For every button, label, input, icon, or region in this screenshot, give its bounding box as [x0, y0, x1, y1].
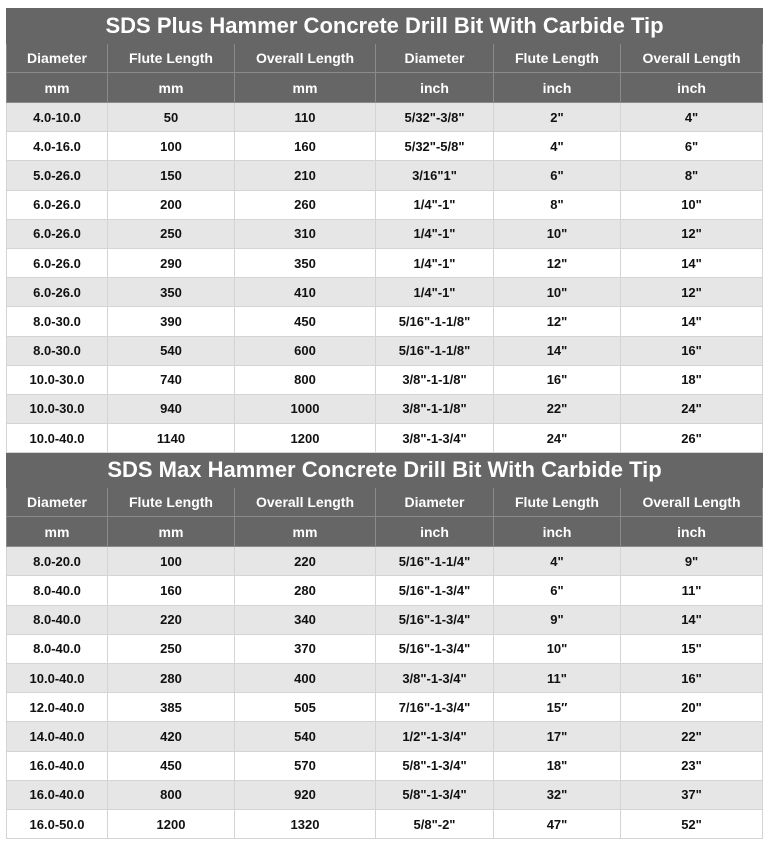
table-cell: 11" — [621, 576, 763, 605]
table-cell: 3/8"-1-1/8" — [376, 365, 494, 394]
table-cell: 8.0-30.0 — [7, 307, 108, 336]
table-cell: 9" — [621, 547, 763, 576]
table-cell: 600 — [235, 336, 376, 365]
table-cell: 10" — [494, 278, 621, 307]
table-cell: 10" — [494, 219, 621, 248]
table-row — [7, 664, 763, 693]
sds-max-section — [7, 453, 763, 547]
table-cell: 110 — [235, 103, 376, 132]
table-cell: 800 — [108, 780, 235, 809]
table-cell: 16.0-40.0 — [7, 780, 108, 809]
table-cell: 14" — [621, 605, 763, 634]
table-cell: 280 — [235, 576, 376, 605]
table-cell: 18" — [494, 751, 621, 780]
table-cell: 4" — [621, 103, 763, 132]
table-row — [7, 809, 763, 838]
column-header: Diameter — [7, 44, 108, 73]
table-cell: 22" — [494, 394, 621, 423]
table-cell: 210 — [235, 161, 376, 190]
table-cell: 8.0-40.0 — [7, 605, 108, 634]
table-cell: 505 — [235, 693, 376, 722]
sds-max-title: SDS Max Hammer Concrete Drill Bit With Carbide Tip — [7, 453, 763, 488]
table-cell: 160 — [235, 132, 376, 161]
table-cell: 14" — [621, 248, 763, 277]
table-row — [7, 605, 763, 634]
table-cell: 250 — [108, 219, 235, 248]
table-cell: 5/8"-2" — [376, 809, 494, 838]
table-cell: 52" — [621, 809, 763, 838]
table-row — [7, 336, 763, 365]
table-cell: 23" — [621, 751, 763, 780]
table-row — [7, 219, 763, 248]
table-cell: 2" — [494, 103, 621, 132]
table-cell: 47" — [494, 809, 621, 838]
column-header: Flute Length — [108, 488, 235, 517]
table-cell: 280 — [108, 664, 235, 693]
unit-header: mm — [235, 517, 376, 547]
table-row — [7, 751, 763, 780]
table-row — [7, 248, 763, 277]
table-cell: 400 — [235, 664, 376, 693]
unit-header: inch — [376, 73, 494, 103]
column-header: Flute Length — [108, 44, 235, 73]
table-row — [7, 161, 763, 190]
table-cell: 8" — [494, 190, 621, 219]
table-cell: 37" — [621, 780, 763, 809]
table-cell: 740 — [108, 365, 235, 394]
table-cell: 1/4"-1" — [376, 278, 494, 307]
table-cell: 6.0-26.0 — [7, 190, 108, 219]
table-cell: 15" — [621, 634, 763, 663]
table-cell: 6.0-26.0 — [7, 219, 108, 248]
table-cell: 250 — [108, 634, 235, 663]
table-cell: 10" — [494, 634, 621, 663]
table-cell: 220 — [235, 547, 376, 576]
table-cell: 920 — [235, 780, 376, 809]
table-cell: 12" — [621, 278, 763, 307]
table-cell: 6.0-26.0 — [7, 248, 108, 277]
unit-header: mm — [108, 517, 235, 547]
unit-header: mm — [7, 517, 108, 547]
table-cell: 5.0-26.0 — [7, 161, 108, 190]
table-cell: 5/8"-1-3/4" — [376, 751, 494, 780]
table-row — [7, 634, 763, 663]
table-cell: 10.0-30.0 — [7, 394, 108, 423]
table-cell: 4" — [494, 547, 621, 576]
table-cell: 1200 — [235, 424, 376, 453]
table-cell: 4.0-16.0 — [7, 132, 108, 161]
table-cell: 100 — [108, 547, 235, 576]
table-cell: 8" — [621, 161, 763, 190]
table-cell: 200 — [108, 190, 235, 219]
table-cell: 50 — [108, 103, 235, 132]
table-cell: 17" — [494, 722, 621, 751]
table-cell: 14.0-40.0 — [7, 722, 108, 751]
table-cell: 7/16"-1-3/4" — [376, 693, 494, 722]
table-cell: 290 — [108, 248, 235, 277]
table-cell: 5/8"-1-3/4" — [376, 780, 494, 809]
column-header: Overall Length — [235, 44, 376, 73]
table-cell: 5/16"-1-1/4" — [376, 547, 494, 576]
table-cell: 10.0-40.0 — [7, 664, 108, 693]
table-row — [7, 547, 763, 576]
table-cell: 16" — [621, 664, 763, 693]
table-cell: 1140 — [108, 424, 235, 453]
table-cell: 12" — [494, 307, 621, 336]
table-row — [7, 365, 763, 394]
table-cell: 8.0-40.0 — [7, 634, 108, 663]
table-cell: 1/4"-1" — [376, 248, 494, 277]
table-cell: 6" — [494, 576, 621, 605]
table-cell: 16" — [621, 336, 763, 365]
table-cell: 3/8"-1-1/8" — [376, 394, 494, 423]
sds-max-rows — [7, 547, 763, 839]
table-cell: 370 — [235, 634, 376, 663]
column-header: Diameter — [376, 44, 494, 73]
table-cell: 260 — [235, 190, 376, 219]
table-row — [7, 278, 763, 307]
unit-header: inch — [376, 517, 494, 547]
unit-header: inch — [621, 73, 763, 103]
table-cell: 1/2"-1-3/4" — [376, 722, 494, 751]
table-cell: 1/4"-1" — [376, 219, 494, 248]
table-cell: 940 — [108, 394, 235, 423]
table-row — [7, 394, 763, 423]
table-cell: 10" — [621, 190, 763, 219]
table-cell: 540 — [235, 722, 376, 751]
drill-bit-spec-sheet — [6, 8, 762, 839]
table-cell: 12" — [621, 219, 763, 248]
table-cell: 5/32"-5/8" — [376, 132, 494, 161]
table-cell: 4" — [494, 132, 621, 161]
table-cell: 1320 — [235, 809, 376, 838]
table-cell: 450 — [235, 307, 376, 336]
table-cell: 3/8"-1-3/4" — [376, 664, 494, 693]
table-cell: 9" — [494, 605, 621, 634]
table-cell: 350 — [108, 278, 235, 307]
column-header: Diameter — [7, 488, 108, 517]
table-cell: 3/16"1" — [376, 161, 494, 190]
table-row — [7, 722, 763, 751]
table-cell: 5/16"-1-1/8" — [376, 336, 494, 365]
table-cell: 14" — [621, 307, 763, 336]
table-row — [7, 103, 763, 132]
table-row — [7, 190, 763, 219]
table-cell: 1200 — [108, 809, 235, 838]
table-row — [7, 780, 763, 809]
table-cell: 26" — [621, 424, 763, 453]
table-cell: 450 — [108, 751, 235, 780]
unit-header: inch — [621, 517, 763, 547]
table-cell: 385 — [108, 693, 235, 722]
column-header: Diameter — [376, 488, 494, 517]
table-cell: 570 — [235, 751, 376, 780]
table-cell: 8.0-20.0 — [7, 547, 108, 576]
table-cell: 5/16"-1-1/8" — [376, 307, 494, 336]
column-header: Overall Length — [621, 44, 763, 73]
table-cell: 390 — [108, 307, 235, 336]
table-cell: 410 — [235, 278, 376, 307]
table-row — [7, 307, 763, 336]
table-cell: 6" — [494, 161, 621, 190]
unit-header: mm — [7, 73, 108, 103]
table-row — [7, 576, 763, 605]
table-cell: 20" — [621, 693, 763, 722]
table-cell: 11" — [494, 664, 621, 693]
table-cell: 22" — [621, 722, 763, 751]
table-cell: 24" — [494, 424, 621, 453]
table-cell: 350 — [235, 248, 376, 277]
table-cell: 160 — [108, 576, 235, 605]
table-cell: 150 — [108, 161, 235, 190]
sds-plus-rows — [7, 103, 763, 453]
table-cell: 800 — [235, 365, 376, 394]
sds-plus-section — [7, 9, 763, 103]
unit-header: mm — [108, 73, 235, 103]
table-cell: 8.0-30.0 — [7, 336, 108, 365]
table-cell: 6.0-26.0 — [7, 278, 108, 307]
table-cell: 16.0-50.0 — [7, 809, 108, 838]
table-cell: 540 — [108, 336, 235, 365]
unit-header: inch — [494, 517, 621, 547]
column-header: Flute Length — [494, 488, 621, 517]
table-cell: 310 — [235, 219, 376, 248]
table-cell: 14" — [494, 336, 621, 365]
table-cell: 12" — [494, 248, 621, 277]
table-cell: 16" — [494, 365, 621, 394]
table-cell: 3/8"-1-3/4" — [376, 424, 494, 453]
table-cell: 340 — [235, 605, 376, 634]
table-cell: 10.0-30.0 — [7, 365, 108, 394]
table-cell: 18" — [621, 365, 763, 394]
unit-header: inch — [494, 73, 621, 103]
table-cell: 6" — [621, 132, 763, 161]
table-cell: 420 — [108, 722, 235, 751]
table-cell: 15″ — [494, 693, 621, 722]
unit-header: mm — [235, 73, 376, 103]
table-cell: 5/16"-1-3/4" — [376, 576, 494, 605]
table-cell: 24" — [621, 394, 763, 423]
table-cell: 1/4"-1" — [376, 190, 494, 219]
sds-plus-title: SDS Plus Hammer Concrete Drill Bit With Carbide Tip — [7, 9, 763, 44]
spec-table — [6, 8, 763, 839]
table-cell: 220 — [108, 605, 235, 634]
table-cell: 12.0-40.0 — [7, 693, 108, 722]
table-cell: 16.0-40.0 — [7, 751, 108, 780]
table-cell: 5/16"-1-3/4" — [376, 605, 494, 634]
table-cell: 1000 — [235, 394, 376, 423]
table-cell: 4.0-10.0 — [7, 103, 108, 132]
table-row — [7, 693, 763, 722]
table-cell: 5/16"-1-3/4" — [376, 634, 494, 663]
table-row — [7, 132, 763, 161]
column-header: Overall Length — [621, 488, 763, 517]
column-header: Flute Length — [494, 44, 621, 73]
column-header: Overall Length — [235, 488, 376, 517]
table-cell: 5/32"-3/8" — [376, 103, 494, 132]
table-cell: 32" — [494, 780, 621, 809]
table-cell: 10.0-40.0 — [7, 424, 108, 453]
table-row — [7, 424, 763, 453]
table-cell: 8.0-40.0 — [7, 576, 108, 605]
table-cell: 100 — [108, 132, 235, 161]
